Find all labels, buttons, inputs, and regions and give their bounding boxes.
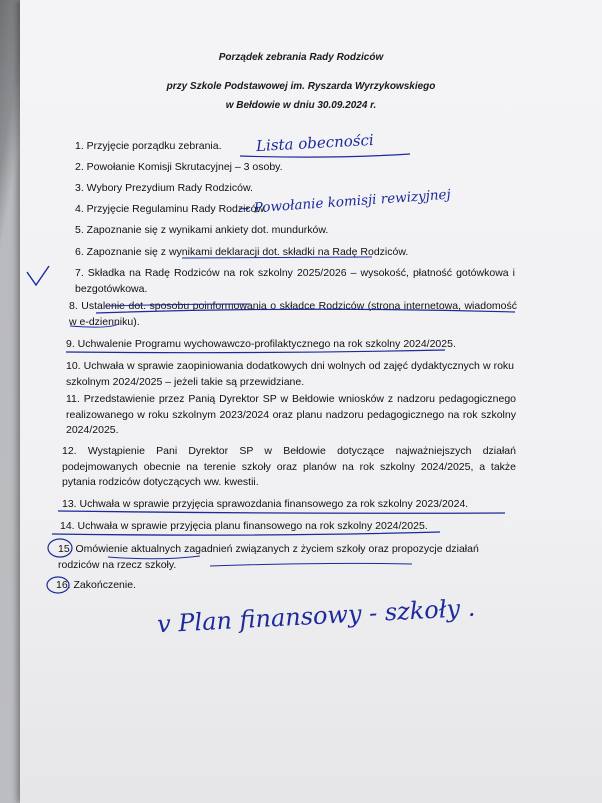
document-subtitle: przy Szkole Podstawowej im. Ryszarda Wyrzykowskiego: [166, 81, 436, 92]
agenda-item-15: 15. Omówienie aktualnych zagadnień związanych z życiem szkoły oraz propozycje działań rodziców na rzecz szkoły.: [58, 543, 479, 571]
handwritten-note-financial-plan: v Plan finansowy - szkoły .: [156, 593, 476, 639]
agenda-item-11: 11. Przedstawienie przez Panią Dyrektor SP w Bełdowie wniosków z nadzoru pedagogicznego realizowanego w roku szkolnym 2023/2024 oraz planu nadzoru pedagogicznego na rok szkolny 2024/2025.: [66, 393, 516, 436]
handwritten-note-attendance: Lista obecności: [255, 130, 375, 156]
agenda-item-4: 4. Przyjęcie Regulaminu Rady Rodziców.: [75, 203, 267, 215]
agenda-item-6: 6. Zapoznanie się z wynikami deklaracji dot. składki na Radę Rodziców.: [75, 246, 409, 258]
agenda-item-10: 10. Uchwała w sprawie zaopiniowania dodatkowych dni wolnych od zajęć dydaktycznych w roku szkolnym 2024/2025 – jeżeli takie są przewidziane.: [66, 360, 514, 388]
agenda-item-7: 7. Składka na Radę Rodziców na rok szkolny 2025/2026 – wysokość, płatność gotówkowa i bezgotówkowa.: [75, 267, 515, 295]
agenda-item-14: 14. Uchwała w sprawie przyjęcia planu finansowego na rok szkolny 2024/2025.: [60, 520, 428, 532]
agenda-item-8: 8. Ustalenie dot. sposobu poinformowania o składce Rodziców (strona internetowa, wiadomość w e-dzienniku).: [69, 300, 517, 328]
agenda-item-1: 1. Przyjęcie porządku zebrania.: [75, 140, 222, 152]
agenda-item-3: 3. Wybory Prezydium Rady Rodziców.: [75, 182, 253, 194]
agenda-item-13: 13. Uchwała w sprawie przyjęcia sprawozdania finansowego za rok szkolny 2023/2024.: [62, 498, 469, 510]
document-date-line: w Bełdowie w dniu 30.09.2024 r.: [225, 100, 377, 111]
agenda-item-9: 9. Uchwalenie Programu wychowawczo-profilaktycznego na rok szkolny 2024/2025.: [66, 338, 456, 350]
agenda-item-12: 12. Wystąpienie Pani Dyrektor SP w Bełdowie dotyczące najważniejszych działań podejmowanych obecnie na terenie szkoły oraz planów na rok szkolny 2024/2025, a także pytania rodziców dotyczących ww. kwestii.: [62, 445, 516, 488]
agenda-item-2: 2. Powołanie Komisji Skrutacyjnej – 3 osoby.: [75, 161, 283, 173]
handwritten-note-audit-commission: → Powołanie komisji rewizyjnej: [237, 186, 452, 218]
agenda-item-5: 5. Zapoznanie się z wynikami ankiety dot. mundurków.: [75, 224, 329, 236]
document-title: Porządek zebrania Rady Rodziców: [218, 52, 384, 63]
agenda-item-16: 16. Zakończenie.: [56, 579, 136, 591]
